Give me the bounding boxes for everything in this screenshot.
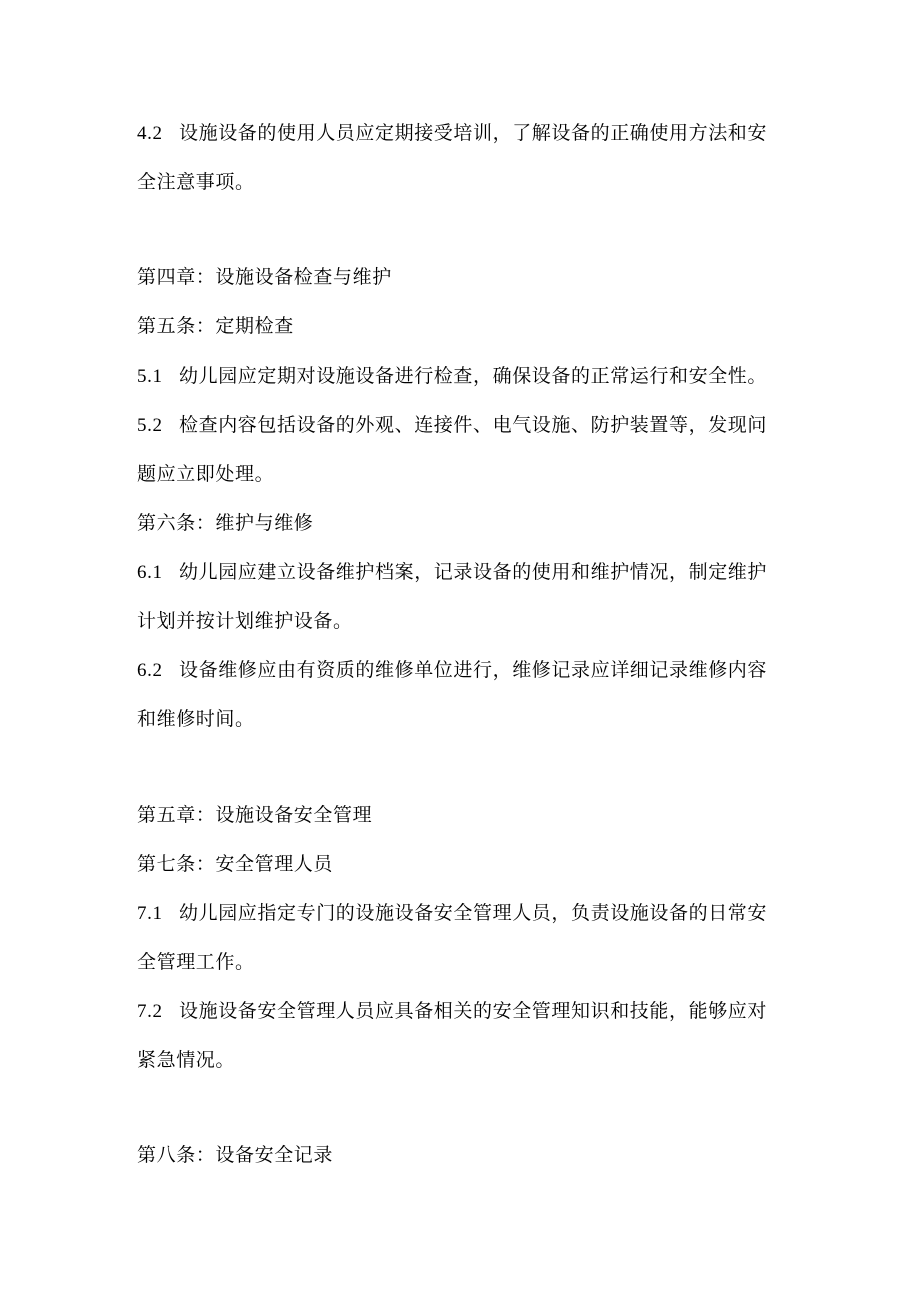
- paragraph-text: 幼儿园应建立设备维护档案，记录设备的使用和维护情况，制定维护: [179, 561, 768, 583]
- paragraph-6-1-line-2: 计划并按计划维护设备。: [137, 610, 353, 632]
- chapter-heading-5: 第五章：设施设备安全管理: [137, 804, 373, 826]
- paragraph-text: 设备维修应由有资质的维修单位进行，维修记录应详细记录维修内容: [179, 659, 768, 681]
- paragraph-number: 4.2: [137, 123, 163, 144]
- article-heading-7: 第七条：安全管理人员: [137, 853, 334, 875]
- paragraph-text: 幼儿园应定期对设施设备进行检查，确保设备的正常运行和安全性。: [179, 365, 768, 387]
- paragraph-4-2-line-1: [137, 121, 787, 146]
- article-heading-8: 第八条：设备安全记录: [137, 1144, 334, 1166]
- paragraph-7-2-line-1: [137, 999, 787, 1024]
- paragraph-text: 设施设备的使用人员应定期接受培训，了解设备的正确使用方法和安: [179, 122, 768, 144]
- paragraph-5-1-line-1: [137, 364, 787, 389]
- paragraph-5-2-line-1: [137, 413, 787, 438]
- paragraph-5-2-line-2: 题应立即处理。: [137, 463, 275, 485]
- paragraph-6-2-line-1: [137, 658, 787, 683]
- paragraph-7-2-line-2: 紧急情况。: [137, 1049, 236, 1071]
- paragraph-6-2-line-2: 和维修时间。: [137, 708, 255, 730]
- paragraph-7-1-line-2: 全管理工作。: [137, 951, 255, 973]
- paragraph-text: 检查内容包括设备的外观、连接件、电气设施、防护装置等，发现问: [179, 414, 768, 436]
- paragraph-text: 设施设备安全管理人员应具备相关的安全管理知识和技能，能够应对: [179, 1000, 768, 1022]
- paragraph-text: 幼儿园应指定专门的设施设备安全管理人员，负责设施设备的日常安: [179, 902, 768, 924]
- paragraph-number: 6.1: [137, 562, 163, 583]
- paragraph-number: 5.1: [137, 366, 163, 387]
- article-heading-6: 第六条：维护与维修: [137, 512, 314, 534]
- paragraph-number: 6.2: [137, 660, 163, 681]
- article-heading-5: 第五条：定期检查: [137, 315, 294, 337]
- paragraph-4-2-line-2: 全注意事项。: [137, 171, 255, 193]
- paragraph-number: 7.1: [137, 903, 163, 924]
- paragraph-7-1-line-1: [137, 901, 787, 926]
- paragraph-6-1-line-1: [137, 560, 787, 585]
- chapter-heading-4: 第四章：设施设备检查与维护: [137, 266, 392, 288]
- paragraph-number: 5.2: [137, 415, 163, 436]
- paragraph-number: 7.2: [137, 1001, 163, 1022]
